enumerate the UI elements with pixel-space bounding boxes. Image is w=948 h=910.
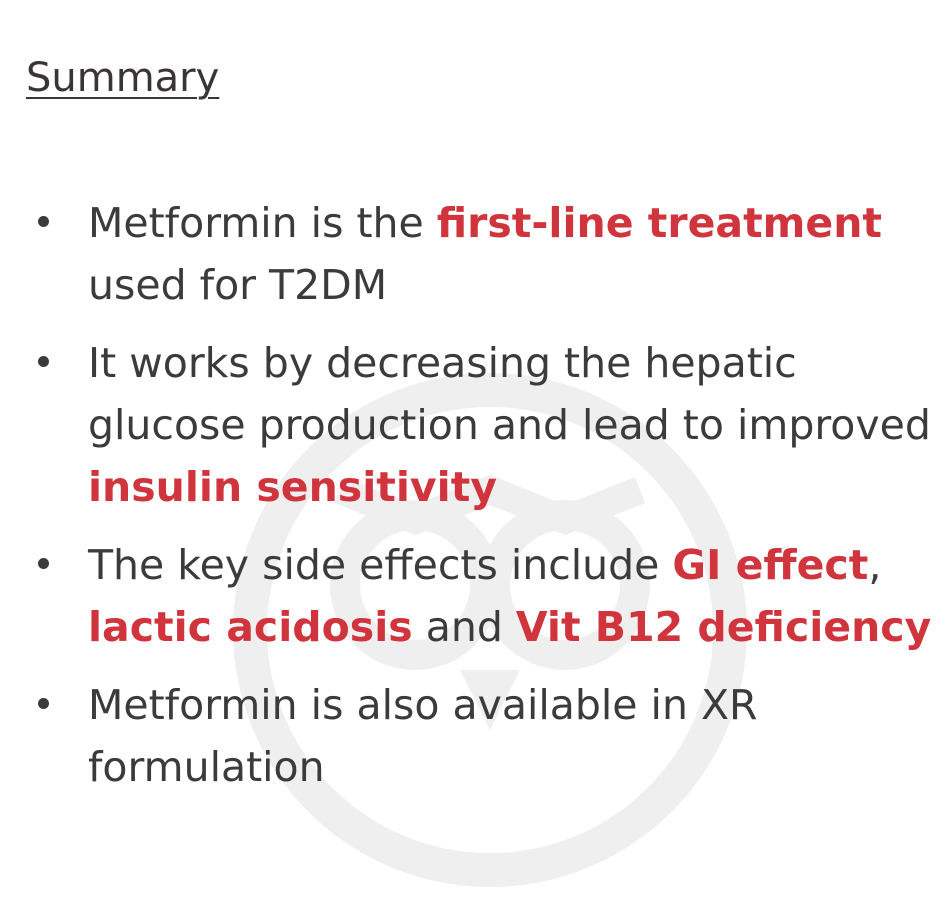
bullet-dot-icon bbox=[38, 356, 49, 367]
bullet-highlight: GI effect bbox=[672, 541, 869, 589]
bullet-text: Metformin is also available in XR formulation bbox=[88, 681, 758, 791]
bullet-dot-icon bbox=[38, 558, 49, 569]
page-title: Summary bbox=[26, 55, 220, 101]
bullet-text: and bbox=[412, 603, 516, 651]
bullet-highlight: first-line treatment bbox=[436, 199, 882, 247]
bullet-item bbox=[0, 674, 948, 798]
bullet-highlight: insulin sensitivity bbox=[88, 463, 498, 511]
bullet-highlight: Vit B12 deficiency bbox=[515, 603, 932, 651]
bullet-item bbox=[0, 192, 948, 316]
bullet-dot-icon bbox=[38, 698, 49, 709]
bullet-text: , bbox=[868, 541, 882, 589]
bullet-item bbox=[0, 332, 948, 518]
bullet-text: used for T2DM bbox=[88, 261, 388, 309]
bullet-dot-icon bbox=[38, 216, 49, 227]
bullet-highlight: lactic acidosis bbox=[88, 603, 413, 651]
bullet-text: Metformin is the bbox=[88, 199, 437, 247]
summary-bullet-list bbox=[0, 192, 948, 814]
bullet-text: It works by decreasing the hepatic glucose production and lead to improved bbox=[88, 339, 931, 449]
bullet-item bbox=[0, 534, 948, 658]
bullet-text: The key side effects include bbox=[88, 541, 673, 589]
